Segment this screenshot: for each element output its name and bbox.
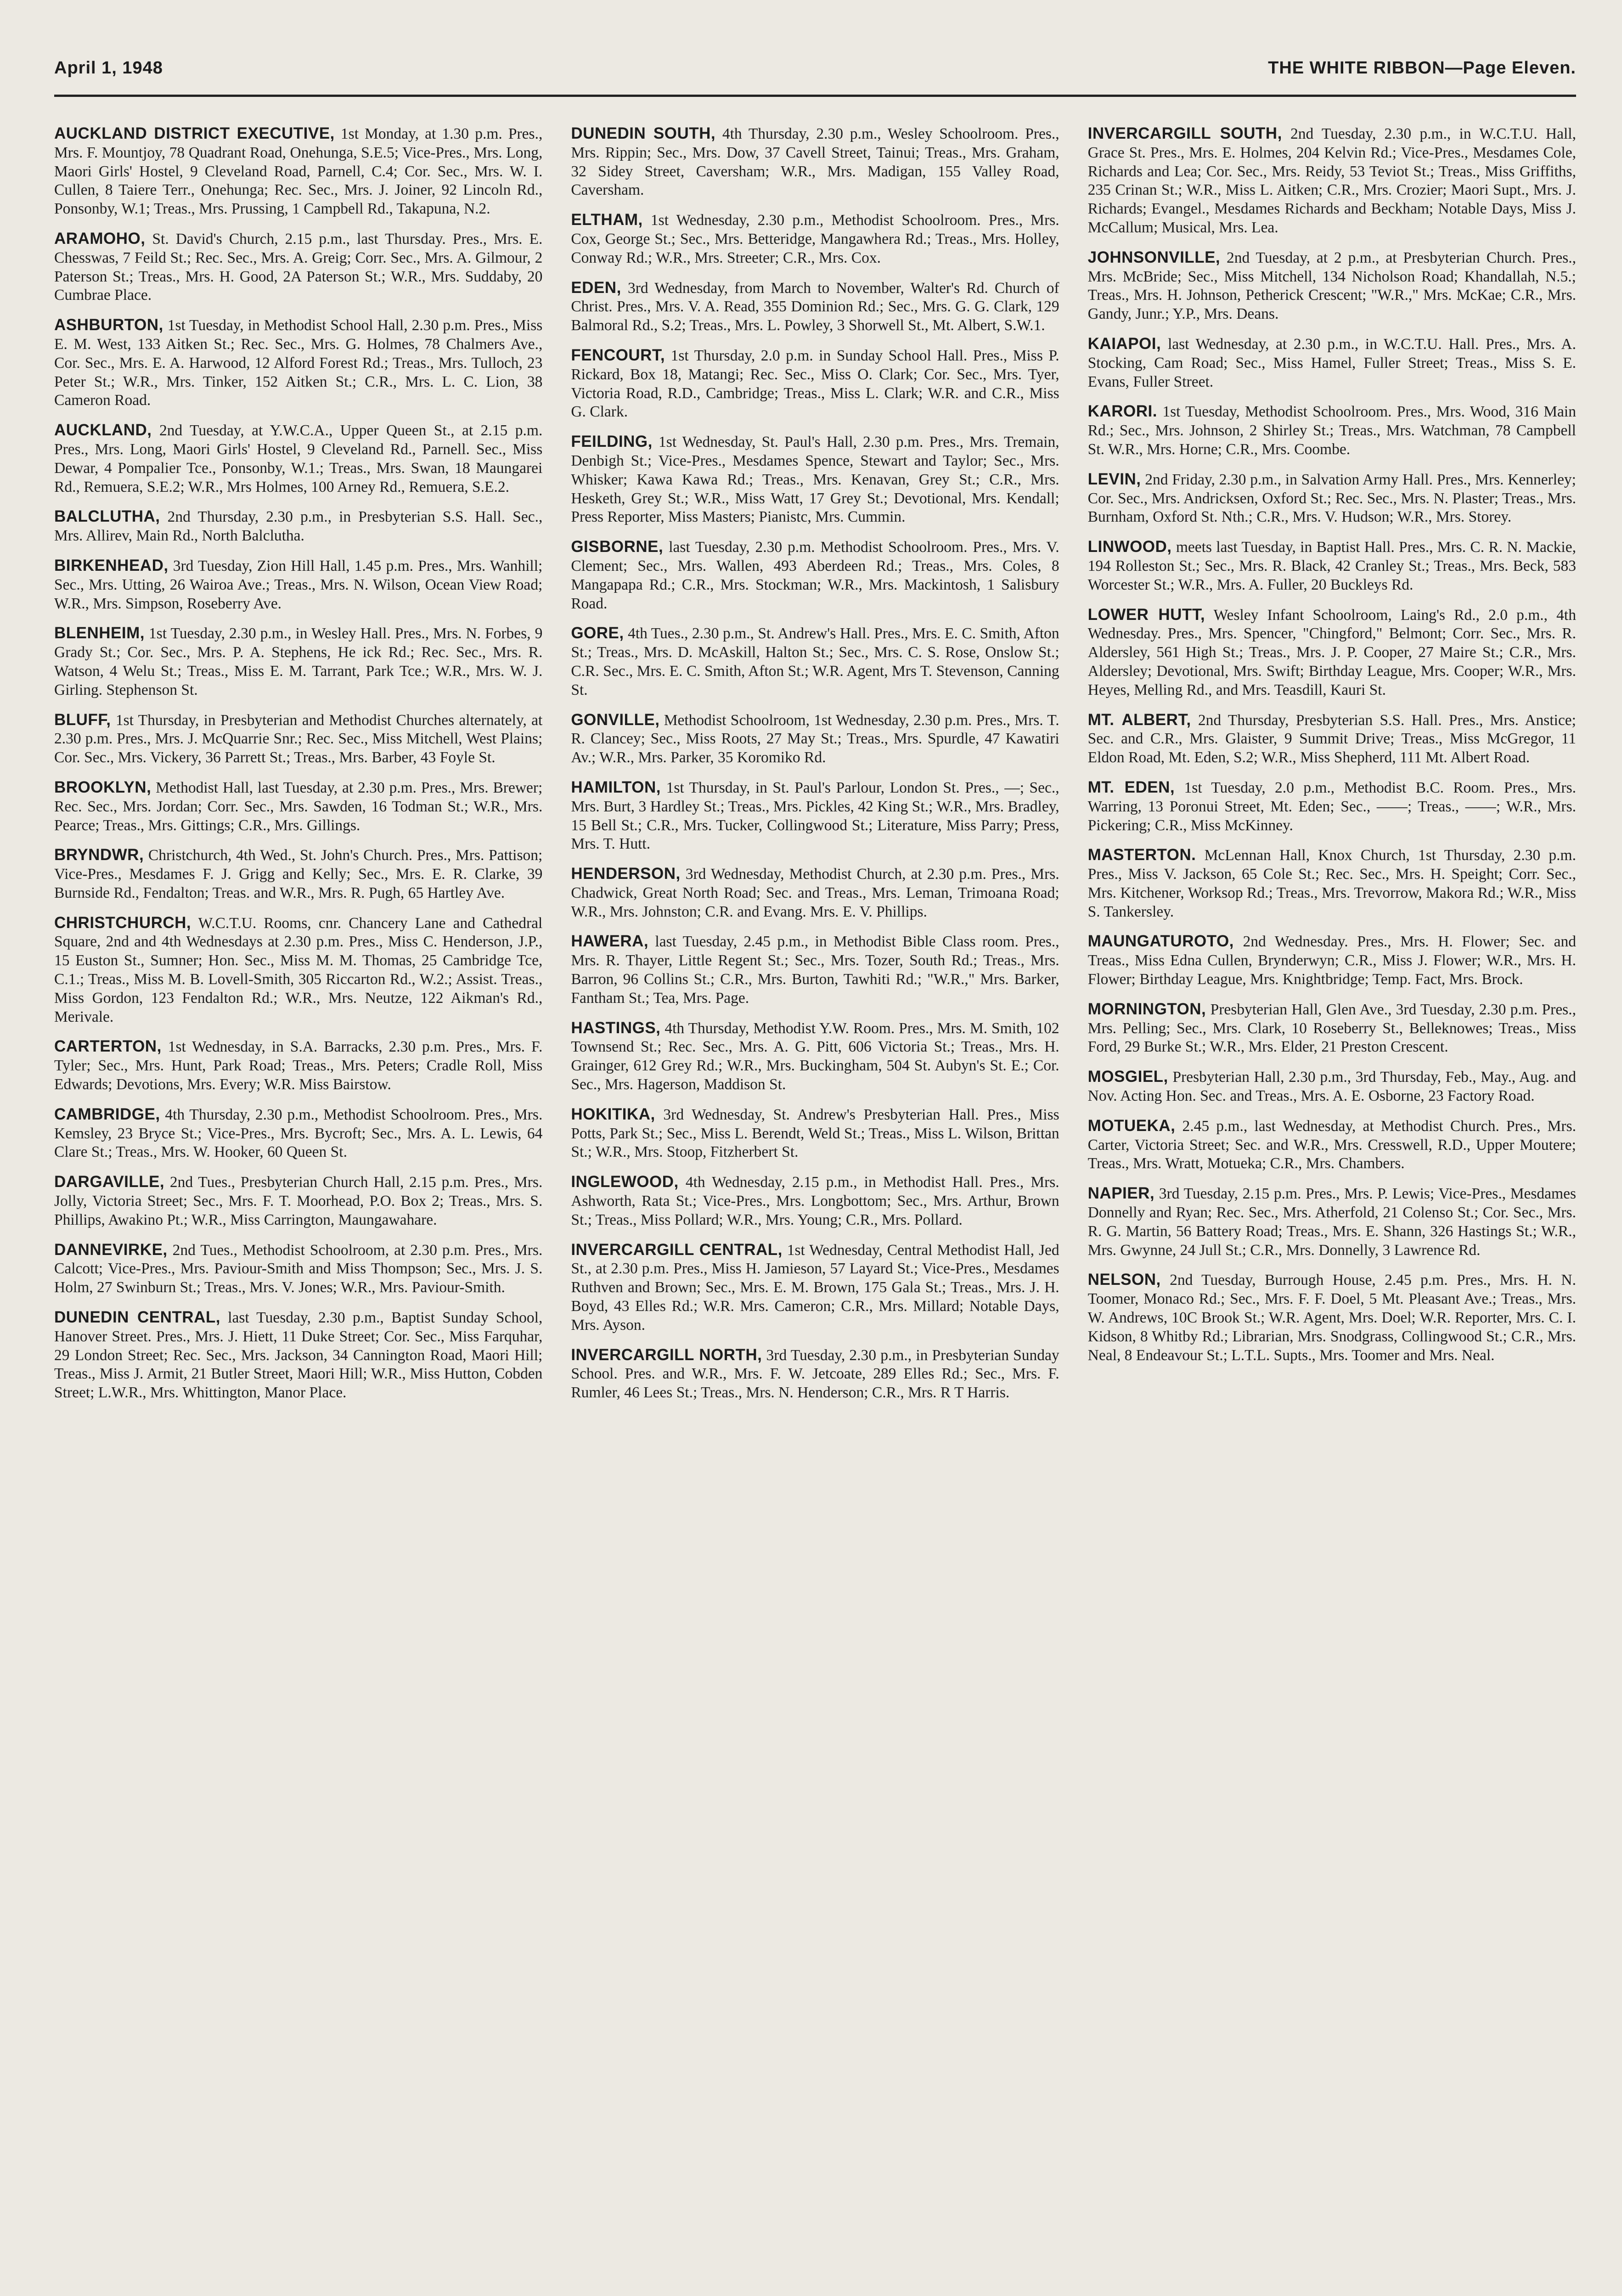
branch-name: MORNINGTON, — [1087, 1000, 1206, 1018]
branch-entry — [571, 778, 1059, 854]
branch-name: INVERCARGILL CENTRAL, — [571, 1240, 783, 1259]
branch-name: FENCOURT, — [571, 346, 665, 364]
branch-name: GORE, — [571, 624, 624, 642]
branch-entry — [1088, 470, 1576, 527]
branch-name: LOWER HUTT, — [1087, 605, 1205, 624]
branch-details: St. David's Church, 2.15 p.m., last Thursday. Pres., Mrs. E. Chesswas, 7 Feild St.; Rec. Sec., Mrs. A. Greig; Corr. Sec., Mrs. A. Gilmour, 2 Paterson St.; Treas., Mrs. H. Good, 2A Paterson St.; W.R., Mrs. Suddaby, 20 Cumbrae Place. — [54, 230, 543, 304]
publication-title: THE WHITE RIBBON—Page Eleven. — [1268, 58, 1576, 78]
branch-details: 4th Thursday, Methodist Y.W. Room. Pres., Mrs. M. Smith, 102 Townsend St.; Rec. Sec., Mrs. A. G. Pitt, 606 Victoria St.; Treas., Mrs. H. Grainger, 612 Grey Rd.; W.R., Mrs. Buckingham, 504 St. Aubyn's St. E.; Cor. Sec., Mrs. Hagerson, Maddison St. — [571, 1019, 1059, 1093]
branch-details: last Wednesday, at 2.30 p.m., in W.C.T.U. Hall. Pres., Mrs. A. Stocking, Cam Road; Sec., Miss Hamel, Fuller Street; Treas., Miss S. E. Evans, Fuller Street. — [1087, 335, 1576, 390]
branch-entry — [54, 914, 542, 1027]
branch-name: MOTUEKA, — [1087, 1116, 1176, 1135]
branch-entry — [1088, 538, 1576, 594]
branch-name: JOHNSONVILLE, — [1087, 248, 1221, 266]
branch-name: BLUFF, — [54, 710, 111, 729]
branch-entry — [571, 124, 1059, 200]
branch-name: NAPIER, — [1087, 1184, 1155, 1203]
branch-entry — [571, 433, 1059, 527]
branch-entry — [54, 846, 542, 902]
branch-entry — [571, 624, 1059, 699]
branch-name: CARTERTON, — [54, 1037, 162, 1056]
branch-details: Methodist Schoolroom, 1st Wednesday, 2.30 p.m. Pres., Mrs. T. R. Clancey; Sec., Miss Roots, 27 May St.; Treas., Mrs. Spurdle, 47 Kawatiri Av.; W.R., Mrs. Parker, 35 Koromiko Rd. — [571, 711, 1059, 766]
branch-entry — [54, 1241, 542, 1297]
branch-details: meets last Tuesday, in Baptist Hall. Pres., Mrs. C. R. N. Mackie, 194 Rolleston St.; Sec., Mrs. R. Black, 42 Cranley St.; Treas., Mrs. Beck, 583 Worcester St.; W.R., Mrs. A. Fuller, 20 Buckleys Rd. — [1087, 539, 1576, 593]
branch-entry — [1088, 932, 1576, 989]
branch-name: HAMILTON, — [571, 778, 661, 796]
branch-name: MT. EDEN, — [1087, 778, 1175, 796]
branch-entry — [571, 1241, 1059, 1335]
branch-details: 3rd Wednesday, Methodist Church, at 2.30 p.m. Pres., Mrs. Chadwick, Great North Road; Sec. and Treas., Mrs. Leman, Trimoana Road; W.R., Mrs. Johnston; C.R. and Evang. Mrs. E. V. Phillips. — [571, 866, 1059, 920]
column-2 — [571, 124, 1059, 1413]
branch-details: 2nd Friday, 2.30 p.m., in Salvation Army Hall. Pres., Mrs. Kennerley; Cor. Sec., Mrs. Andricksen, Oxford St.; Rec. Sec., Mrs. N. Plaster; Treas., Mrs. Burnham, Oxford St. Nth.; C.R., Mrs. V. Hudson; W.R., Mrs. Storey. — [1087, 471, 1576, 526]
branch-entry — [54, 1037, 542, 1094]
branch-details: 2nd Thursday, Presbyterian S.S. Hall. Pres., Mrs. Anstice; Sec. and C.R., Mrs. Glaister, 9 Summit Drive; Treas., Miss McGregor, 11 Eldon Road, Mt. Eden, S.2; W.R., Miss Shepherd, 111 Mt. Albert Road. — [1087, 711, 1576, 766]
branch-entry — [1088, 248, 1576, 324]
branch-details: last Tuesday, 2.30 p.m., Baptist Sunday School, Hanover Street. Pres., Mrs. J. Hiett, 11 Duke Street; Cor. Sec., Miss Farquhar, 29 London Street; Rec. Sec., Mrs. Jackson, 34 Cannington Road, Maori Hill; Treas., Miss J. Armit, 21 Butler Street, Maori Hill; W.R., Miss Hutton, Cobden Street; L.W.R., Mrs. Whittington, Manor Place. — [54, 1309, 543, 1401]
branch-entry — [54, 1308, 542, 1402]
branch-entry — [1088, 711, 1576, 767]
branch-entry — [1088, 1000, 1576, 1057]
branch-entry — [54, 421, 542, 496]
branch-name: BIRKENHEAD, — [54, 556, 169, 574]
branch-details: 3rd Wednesday, from March to November, Walter's Rd. Church of Christ. Pres., Mrs. V. A. Read, 355 Dominion Rd.; Sec., Mrs. G. G. Clark, 129 Balmoral Rd., S.2; Treas., Mrs. L. Powley, 3 Shorwell St., Mt. Albert, S.W.1. — [571, 279, 1059, 334]
branch-details: 1st Monday, at 1.30 p.m. Pres., Mrs. F. Mountjoy, 78 Quadrant Road, Onehunga, S.E.5; Vice-Pres., Mrs. Long, Maori Girls' Hostel, 9 Cleveland Road, Parnell, C.4; Cor. Sec., Mrs. W. I. Cullen, 8 Taiere Terr., Onehunga; Rec. Sec., Mrs. J. Joiner, 92 Lincoln Rd., Ponsonby, W.1; Treas., Mrs. Prussing, 1 Campbell Rd., Takapuna, N.2. — [54, 125, 543, 218]
branch-entry — [1088, 778, 1576, 835]
branch-details: 1st Tuesday, 2.30 p.m., in Wesley Hall. Pres., Mrs. N. Forbes, 9 Grady St.; Cor. Sec., Mrs. P. A. Stephens, He ick Rd.; Rec. Sec., Mrs. R. Watson, 4 Welu St.; Treas., Miss E. M. Tarrant, Park Tce.; W.R., Mrs. W. J. Girling. Stephenson St. — [54, 625, 543, 698]
branch-details: 2nd Tues., Methodist Schoolroom, at 2.30 p.m. Pres., Mrs. Calcott; Vice-Pres., Mrs. Paviour-Smith and Miss Thompson; Sec., Mrs. J. S. Holm, 27 Swinburn St.; Treas., Mrs. V. Jones; W.R., Mrs. Paviour-Smith. — [54, 1241, 543, 1296]
branch-entry — [54, 557, 542, 613]
branch-name: FEILDING, — [571, 433, 653, 451]
branch-name: KAIAPOI, — [1087, 334, 1161, 353]
branch-details: 2.45 p.m., last Wednesday, at Methodist Church. Pres., Mrs. Carter, Victoria Street; Sec. and W.R., Mrs. Cresswell, R.D., Upper Moutere; Treas., Mrs. Wratt, Motueka; C.R., Mrs. Chambers. — [1087, 1117, 1576, 1172]
branch-details: 2nd Tuesday, 2.30 p.m., in W.C.T.U. Hall, Grace St. Pres., Mrs. E. Holmes, 204 Kelvin Rd.; Vice-Pres., Mesdames Cole, Richards and Lea; Cor. Sec., Mrs. Reidy, 53 Teviot St.; Treas., Miss Griffiths, 235 Crinan St.; W.R., Miss L. Aitken; C.R., Mrs. Crozier; Maori Supt., Mrs. J. Richards; Evangel., Mesdames Richards and Beckham; Notable Days, Miss J. McCallum; Musical, Mrs. Lea. — [1087, 125, 1576, 236]
branch-entry — [1088, 606, 1576, 700]
branch-details: 4th Tues., 2.30 p.m., St. Andrew's Hall. Pres., Mrs. E. C. Smith, Afton St.; Treas., Mrs. D. McAskill, Halton St.; Sec., Mrs. C. S. Rose, Onslow St.; C.R. Sec., Mrs. E. C. Smith, Afton St.; W.R. Agent, Mrs T. Stevenson, Canning St. — [571, 625, 1059, 698]
branch-details: W.C.T.U. Rooms, cnr. Chancery Lane and Cathedral Square, 2nd and 4th Wednesdays at 2.30 p.m. Pres., Miss C. Henderson, J.P., 15 Euston St., Sumner; Hon. Sec., Miss M. M. Thomas, 25 Cambridge Tce, C.1.; Treas., Miss M. B. Lovell-Smith, 305 Riccarton Rd., W.2.; Assist. Treas., Miss Gordon, 123 Fendalton Rd.; W.R., Mrs. Neutze, 122 Aikman's Rd., Merivale. — [54, 914, 543, 1025]
branch-entry — [571, 711, 1059, 767]
branch-name: HASTINGS, — [571, 1019, 661, 1037]
branch-entry — [54, 711, 542, 767]
branch-entry — [571, 346, 1059, 422]
branch-entry — [54, 316, 542, 410]
branch-details: 2nd Thursday, 2.30 p.m., in Presbyterian S.S. Hall. Sec., Mrs. Allirev, Main Rd., North Balclutha. — [54, 508, 543, 545]
branch-details: 3rd Tuesday, Zion Hill Hall, 1.45 p.m. Pres., Mrs. Wanhill; Sec., Mrs. Utting, 26 Wairoa Ave.; Treas., Mrs. N. Wilson, Ocean View Road; W.R., Mrs. Simpson, Roseberry Ave. — [54, 557, 543, 612]
branch-name: HOKITIKA, — [571, 1105, 655, 1123]
branch-details: 1st Tuesday, Methodist Schoolroom. Pres., Mrs. Wood, 316 Main Rd.; Sec., Mrs. Johnson, 2 Shirley St.; Treas., Mrs. Watchman, 78 Campbell St. W.R., Mrs. Horne; C.R., Mrs. Coombe. — [1087, 403, 1576, 458]
branch-entry — [54, 230, 542, 305]
branch-entry — [571, 1105, 1059, 1162]
branch-details: 1st Tuesday, 2.0 p.m., Methodist B.C. Room. Pres., Mrs. Warring, 13 Poronui Street, Mt. Eden; Sec., ——; Treas., ——; W.R., Mrs. Pickering; C.R., Miss McKinney. — [1087, 779, 1576, 834]
branch-entry — [571, 1019, 1059, 1094]
issue-date: April 1, 1948 — [54, 58, 163, 78]
branch-details: 4th Thursday, 2.30 p.m., Methodist Schoolroom. Pres., Mrs. Kemsley, 23 Bryce St.; Vice-Pres., Mrs. Bycroft; Sec., Mrs. A. L. Lewis, 64 Clare St.; Treas., Mrs. W. Hooker, 60 Queen St. — [54, 1106, 543, 1161]
branch-entry — [1088, 1117, 1576, 1173]
branch-entry — [571, 538, 1059, 613]
branch-details: 1st Thursday, in Presbyterian and Methodist Churches alternately, at 2.30 p.m. Pres., Mrs. J. McQuarrie Snr.; Rec. Sec., Miss Mitchell, West Plains; Cor. Sec., Mrs. Vickery, 36 Parrett St.; Treas., Mrs. Barber, 43 Foyle St. — [54, 711, 543, 766]
branch-entry — [571, 1173, 1059, 1229]
branch-details: 2nd Tues., Presbyterian Church Hall, 2.15 p.m. Pres., Mrs. Jolly, Victoria Street; Sec., Mrs. F. T. Moorhead, P.O. Box 2; Treas., Mrs. S. Phillips, Awakino Pt.; W.R., Miss Carrington, Maungawahare. — [54, 1174, 543, 1228]
header-rule — [54, 95, 1576, 97]
branch-details: Christchurch, 4th Wed., St. John's Church. Pres., Mrs. Pattison; Vice-Pres., Mesdames F. J. Grigg and Kelly; Sec., Mrs. E. R. Clarke, 39 Burnside Rd., Fendalton; Treas. and W.R., Mrs. R. Pugh, 65 Hartley Ave. — [54, 847, 543, 901]
branch-name: BLENHEIM, — [54, 624, 145, 642]
branch-details: McLennan Hall, Knox Church, 1st Thursday, 2.30 p.m. Pres., Miss V. Jackson, 65 Cole St.; Rec. Sec., Mrs. H. Speight; Corr. Sec., Mrs. Kitchener, Worksop Rd.; Treas., Mrs. Trevorrow, Makora Rd.; W.R., Miss S. Tankersley. — [1087, 847, 1576, 920]
branch-details: Methodist Hall, last Tuesday, at 2.30 p.m. Pres., Mrs. Brewer; Rec. Sec., Mrs. Jordan; Corr. Sec., Mrs. Sawden, 16 Todman St.; W.R., Mrs. Pearce; Treas., Mrs. Gittings; C.R., Mrs. Gillings. — [54, 779, 543, 834]
branch-entry — [571, 211, 1059, 267]
branch-entry — [1088, 1184, 1576, 1260]
branch-name: ARAMOHO, — [54, 229, 146, 248]
branch-details: 1st Tuesday, in Methodist School Hall, 2.30 p.m. Pres., Miss E. M. West, 133 Aitken St.; Rec. Sec., Mrs. G. Holmes, 78 Chalmers Ave., Cor. Sec., Mrs. E. A. Harwood, 12 Alford Forest Rd.; Treas., Mrs. Tulloch, 23 Peter St.; W.R., Mrs. Tinker, 152 Aitken St.; C.R., Mrs. L. C. Lion, 38 Cameron Road. — [54, 317, 543, 409]
branch-details: 4th Thursday, 2.30 p.m., Wesley Schoolroom. Pres., Mrs. Rippin; Sec., Mrs. Dow, 37 Cavell Street, Tainui; Treas., Mrs. Graham, 32 Sidey Street, Caversham; W.R., Mrs. Madigan, 155 Valley Road, Caversham. — [571, 125, 1059, 199]
branch-details: last Tuesday, 2.30 p.m. Methodist Schoolroom. Pres., Mrs. V. Clement; Sec., Mrs. Wallen, 493 Aberdeen Rd.; Treas., Mrs. Coles, 8 Mangapapa Rd.; C.R., Mrs. Stockman; W.R., Mrs. Mackintosh, 1 Salisbury Road. — [571, 539, 1059, 612]
page-header — [54, 32, 1576, 78]
branch-entry — [54, 124, 542, 219]
branch-entry — [571, 932, 1059, 1007]
branch-name: INGLEWOOD, — [571, 1173, 679, 1191]
branch-details: 4th Wednesday, 2.15 p.m., in Methodist Hall. Pres., Mrs. Ashworth, Rata St.; Vice-Pres., Mrs. Longbottom; Sec., Mrs. Arthur, Brown St.; Treas., Miss Pollard; W.R., Mrs. Young; C.R., Mrs. Pollard. — [571, 1174, 1059, 1228]
branch-name: MOSGIEL, — [1087, 1068, 1168, 1086]
branch-name: DANNEVIRKE, — [54, 1240, 168, 1259]
branch-details: 1st Wednesday, in S.A. Barracks, 2.30 p.m. Pres., Mrs. F. Tyler; Sec., Mrs. Hunt, Park Road; Treas., Mrs. Peters; Cradle Roll, Miss Edwards; Devotions, Mrs. Every; W.R. Miss Bairstow. — [54, 1038, 543, 1093]
branch-name: BALCLUTHA, — [54, 507, 160, 526]
branch-name: DUNEDIN CENTRAL, — [54, 1308, 220, 1327]
branch-details: 2nd Tuesday, at 2 p.m., at Presbyterian Church. Pres., Mrs. McBride; Sec., Miss Mitchell, 134 Nicholson Road; Khandallah, N.5.; Treas., Mrs. H. Johnson, Petherick Crescent; "W.R.," Mrs. McKae; C.R., Mrs. Gandy, Junr.; Y.P., Mrs. Deans. — [1087, 249, 1576, 323]
branch-details: 1st Thursday, 2.0 p.m. in Sunday School Hall. Pres., Miss P. Rickard, Box 18, Matangi; Rec. Sec., Miss O. Clark; Cor. Sec., Mrs. Tyer, Victoria Road, R.D., Cambridge; Treas., Miss L. Clark; W.R. and C.R., Miss G. Clark. — [571, 347, 1059, 421]
branch-name: ELTHAM, — [571, 211, 643, 229]
branch-details: 3rd Wednesday, St. Andrew's Presbyterian Hall. Pres., Miss Potts, Park St.; Sec., Miss L. Berendt, Weld St.; Treas., Miss L. Wilson, Brittan St.; W.R., Mrs. Stoop, Fitzherbert St. — [571, 1106, 1059, 1161]
branch-name: LEVIN, — [1087, 470, 1141, 488]
branch-entry — [1088, 335, 1576, 391]
branch-name: LINWOOD, — [1087, 538, 1172, 556]
branch-details: 2nd Tuesday, Burrough House, 2.45 p.m. Pres., Mrs. H. N. Toomer, Monaco Rd.; Sec., Mrs. F. F. Doel, 5 Mt. Pleasant Ave.; Treas., Mrs. W. Andrews, 10C Brook St.; W.R. Agent, Mrs. Doel; W.R. Reporter, Mrs. C. I. Kidson, 8 Whitby Rd.; Librarian, Mrs. Snodgrass, Collingwood St.; C.R., Mrs. Neal, 8 Endeavour St.; L.T.L. Supts., Mrs. Toomer and Mrs. Neal. — [1087, 1272, 1576, 1364]
column-3 — [1088, 124, 1576, 1413]
branch-details: 3rd Tuesday, 2.30 p.m., in Presbyterian Sunday School. Pres. and W.R., Mrs. F. W. Jetcoate, 289 Elles Rd.; Sec., Mrs. F. Rumler, 46 Lees St.; Treas., Mrs. N. Henderson; C.R., Mrs. R T Harris. — [571, 1346, 1059, 1401]
branch-details: 1st Wednesday, 2.30 p.m., Methodist Schoolroom. Pres., Mrs. Cox, George St.; Sec., Mrs. Betteridge, Mangawhera Rd.; Treas., Mrs. Holley, Conway Rd.; W.R., Mrs. Streeter; C.R., Mrs. Cox. — [571, 212, 1059, 266]
branch-name: AUCKLAND DISTRICT EXECUTIVE, — [54, 124, 335, 142]
branch-entry — [54, 1173, 542, 1229]
branch-entry — [1088, 1068, 1576, 1106]
branch-details: Wesley Infant Schoolroom, Laing's Rd., 2.0 p.m., 4th Wednesday. Pres., Mrs. Spencer, "Chingford," Belmont; Corr. Sec., Mrs. R. Aldersley, 561 High St.; Treas., Mrs. J. P. Cooper, 27 Maire St.; C.R., Mrs. Aldersley; Devotional, Mrs. Swift; Birthday League, Mrs. Cooper; W.R., Mrs. Heyes, Melling Rd., and Mrs. Teasdill, Kauri St. — [1087, 606, 1576, 698]
branch-entry — [54, 624, 542, 699]
branch-entry — [571, 279, 1059, 335]
branch-name: AUCKLAND, — [54, 421, 152, 439]
branch-directory — [54, 124, 1576, 1413]
branch-name: BROOKLYN, — [54, 778, 152, 796]
branch-entry — [1088, 846, 1576, 921]
branch-name: DUNEDIN SOUTH, — [571, 124, 716, 142]
branch-details: 2nd Tuesday, at Y.W.C.A., Upper Queen St., at 2.15 p.m. Pres., Mrs. Long, Maori Girls' Hostel, 9 Cleveland Rd., Parnell. Sec., Miss Dewar, 4 Pompalier Tce., Ponsonby, W.1.; Treas., Mrs. Swan, 18 Maungarei Rd., Remuera, S.E.2; W.R., Mrs Holmes, 100 Arney Rd., Remuera, S.E.2. — [54, 422, 543, 495]
column-1 — [54, 124, 542, 1413]
branch-details: 1st Wednesday, Central Methodist Hall, Jed St., at 2.30 p.m. Pres., Miss H. Jamieson, 57 Layard St.; Vice-Pres., Mesdames Ruthven and Brown; Sec., Mrs. E. M. Brown, 175 Gala St.; Treas., Mrs. J. H. Boyd, 43 Elles Rd.; W.R. Mrs. Cameron; C.R., Mrs. Millard; Notable Days, Mrs. Ayson. — [571, 1241, 1059, 1334]
branch-entry — [1088, 1271, 1576, 1365]
branch-name: CHRISTCHURCH, — [54, 913, 191, 932]
branch-name: CAMBRIDGE, — [54, 1105, 160, 1123]
branch-name: GONVILLE, — [571, 710, 660, 729]
branch-name: MASTERTON. — [1087, 846, 1196, 864]
branch-details: 3rd Tuesday, 2.15 p.m. Pres., Mrs. P. Lewis; Vice-Pres., Mesdames Donnelly and Ryan; Rec. Sec., Mrs. Atherfold, 21 Colenso St.; Cor. Sec., Mrs. R. G. Martin, 56 Battery Road; Treas., Mrs. E. Shann, 326 Hastings St.; W.R., Mrs. Gwynne, 24 Jull St.; C.R., Mrs. Donnelly, 3 Lawrence Rd. — [1087, 1185, 1576, 1259]
branch-details: last Tuesday, 2.45 p.m., in Methodist Bible Class room. Pres., Mrs. R. Thayer, Little Regent St.; Sec., Mrs. Tozer, South Rd.; Treas., Mrs. Barron, 96 Collins St.; C.R., Mrs. Burton, Tawhiti Rd.; "W.R.," Mrs. Barker, Fantham St.; Tea, Mrs. Page. — [571, 933, 1059, 1007]
branch-details: 1st Thursday, in St. Paul's Parlour, London St. Pres., —; Sec., Mrs. Burt, 3 Hardley St.; Treas., Mrs. Pickles, 42 King St.; W.R., Mrs. Bradley, 15 Bell St.; C.R., Mrs. Tucker, Collingwood St.; Literature, Miss Parry; Press, Mrs. T. Hutt. — [571, 779, 1059, 853]
branch-entry — [54, 1105, 542, 1162]
branch-name: ASHBURTON, — [54, 316, 163, 334]
branch-entry — [54, 778, 542, 835]
branch-name: EDEN, — [571, 278, 621, 297]
branch-entry — [1088, 402, 1576, 459]
branch-name: MAUNGATUROTO, — [1087, 932, 1234, 951]
branch-name: NELSON, — [1087, 1271, 1161, 1289]
branch-entry — [571, 1346, 1059, 1402]
branch-entry — [571, 865, 1059, 921]
branch-details: Presbyterian Hall, Glen Ave., 3rd Tuesday, 2.30 p.m. Pres., Mrs. Pelling; Sec., Mrs. Clark, 10 Roseberry St., Belleknowes; Treas., Miss Ford, 29 Burke St.; W.R., Mrs. Elder, 21 Preston Crescent. — [1087, 1001, 1576, 1056]
branch-name: HAWERA, — [571, 932, 649, 951]
branch-name: GISBORNE, — [571, 538, 664, 556]
branch-name: KARORI. — [1087, 402, 1157, 421]
branch-details: 2nd Wednesday. Pres., Mrs. H. Flower; Sec. and Treas., Miss Edna Cullen, Brynderwyn; C.R., Miss J. Flower; W.R., Mrs. H. Flower; Birthday League, Mrs. Knightbridge; Temp. Fact, Mrs. Brock. — [1087, 933, 1576, 988]
branch-name: BRYNDWR, — [54, 846, 144, 864]
branch-name: INVERCARGILL SOUTH, — [1087, 124, 1282, 142]
branch-entry — [1088, 124, 1576, 237]
branch-details: 1st Wednesday, St. Paul's Hall, 2.30 p.m. Pres., Mrs. Tremain, Denbigh St.; Vice-Pres., Mesdames Spence, Stewart and Taylor; Sec., Mrs. Whisker; Kawa Kawa Rd.; Treas., Mrs. Kenavan, Grey St.; C.R., Mrs. Hesketh, Grey St.; W.R., Miss Watt, 17 Grey St.; Devotional, Mrs. Kendall; Press Reporter, Miss Masters; Pianistc, Mrs. Cummin. — [571, 433, 1059, 526]
branch-name: INVERCARGILL NORTH, — [571, 1345, 762, 1364]
branch-name: MT. ALBERT, — [1087, 710, 1191, 729]
branch-name: DARGAVILLE, — [54, 1173, 165, 1191]
branch-details: Presbyterian Hall, 2.30 p.m., 3rd Thursday, Feb., May., Aug. and Nov. Acting Hon. Sec. and Treas., Mrs. A. E. Osborne, 23 Factory Road. — [1087, 1069, 1576, 1105]
branch-entry — [54, 507, 542, 546]
branch-name: HENDERSON, — [571, 865, 681, 883]
